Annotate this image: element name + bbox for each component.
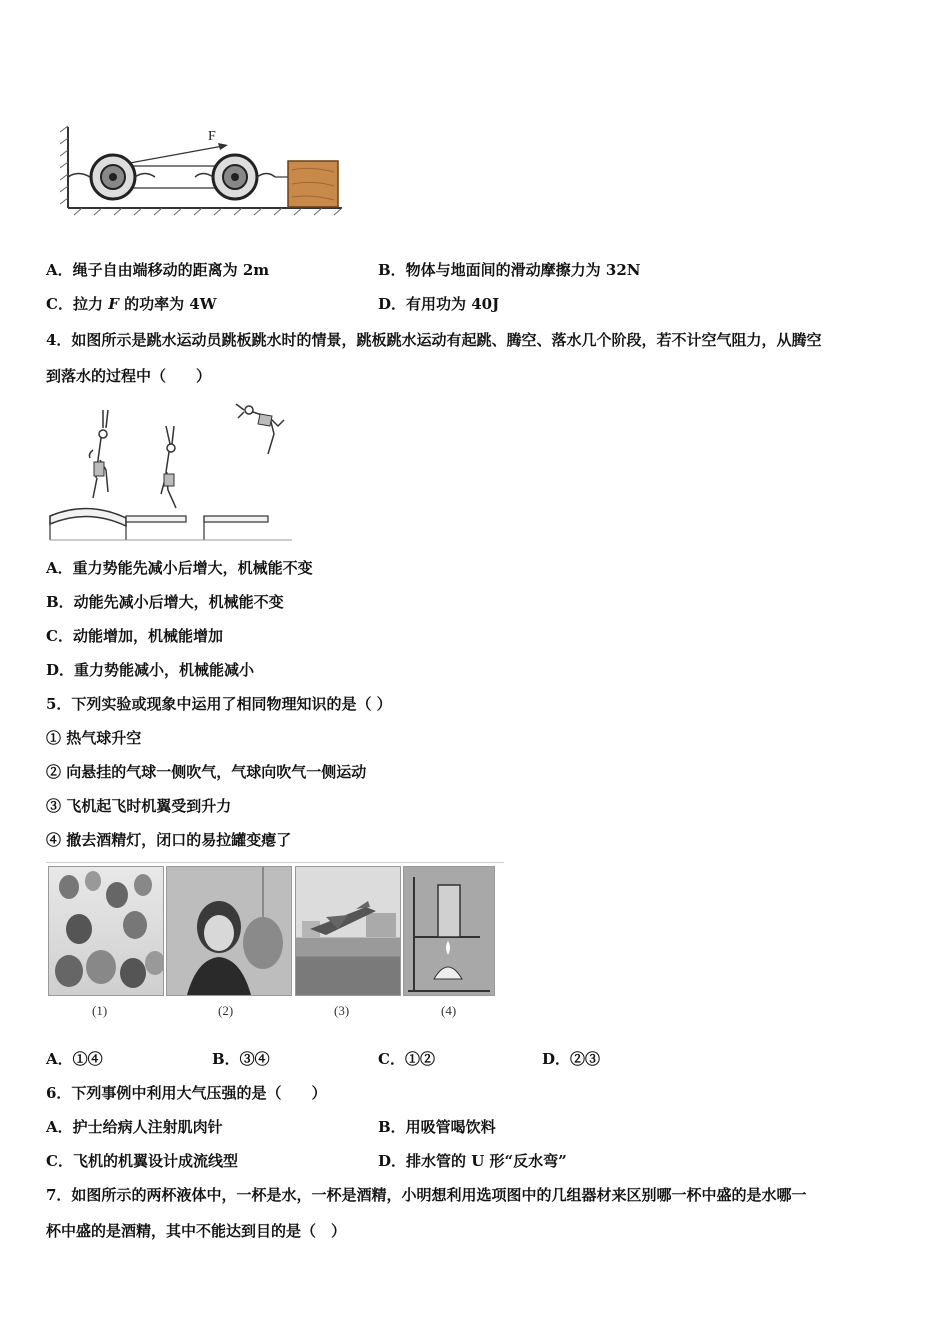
balloons-image (49, 867, 163, 995)
q6-option-a[interactable]: A．护士给病人注射肌肉针 (46, 1118, 223, 1136)
q4-stem-line1: 4．如图所示是跳水运动员跳板跳水时的情景，跳板跳水运动有起跳、腾空、落水几个阶段，若不计空气阻力，从腾空 (46, 331, 822, 349)
q5-photo-airplane (295, 866, 401, 996)
q5-stem: 5．下列实验或现象中运用了相同物理知识的是（ ） (46, 695, 392, 713)
q5-photo-balloon-blow (166, 866, 292, 996)
q5-item-1: ① 热气球升空 (46, 729, 142, 747)
q5-item-2: ② 向悬挂的气球一侧吹气，气球向吹气一侧运动 (46, 763, 367, 781)
q4-stem-line2: 到落水的过程中（ ） (46, 367, 212, 385)
q5-caption-1: (1) (92, 1003, 108, 1018)
q4-option-a[interactable]: A．重力势能先减小后增大，机械能不变 (46, 559, 313, 577)
q4-option-d[interactable]: D．重力势能减小，机械能减小 (46, 661, 255, 679)
q7-stem-line1: 7．如图所示的两杯液体中，一杯是水，一杯是酒精，小明想利用选项图中的几组器材来区别哪一杯中盛的是水哪一 (46, 1186, 807, 1204)
q5-caption-4: (4) (441, 1003, 457, 1018)
q7-stem-line2: 杯中盛的是酒精，其中不能达到目的是（ ） (46, 1222, 347, 1240)
q5-item-4: ④ 撤去酒精灯，闭口的易拉罐变瘪了 (46, 831, 292, 849)
q4-option-b[interactable]: B．动能先减小后增大，机械能不变 (46, 593, 284, 611)
q4-option-c[interactable]: C．动能增加，机械能增加 (46, 627, 223, 645)
q6-option-c[interactable]: C．飞机的机翼设计成流线型 (46, 1152, 238, 1170)
balloon-blow-image (167, 867, 291, 995)
q5-option-d[interactable]: D．②③ (542, 1050, 601, 1068)
force-label: F (208, 129, 216, 144)
q3-option-c-var: F (108, 295, 119, 313)
q3-option-c-suffix: 的功率为 4W (124, 295, 217, 313)
can-image (404, 867, 494, 995)
pulley-diagram (60, 122, 350, 217)
q5-option-b[interactable]: B．③④ (212, 1050, 270, 1068)
q3-option-c[interactable] (46, 294, 217, 314)
q5-photo-balloons (48, 866, 164, 996)
q6-stem: 6．下列事例中利用大气压强的是（ ） (46, 1084, 327, 1102)
q5-caption-3: (3) (334, 1003, 350, 1018)
q5-caption-2: (2) (218, 1003, 234, 1018)
q3-option-d[interactable]: D．有用功为 40J (378, 295, 500, 313)
q5-option-a[interactable]: A．①④ (46, 1050, 103, 1068)
q3-option-c-prefix: C．拉力 (46, 295, 103, 313)
q6-option-b[interactable]: B．用吸管喝饮料 (378, 1118, 496, 1136)
airplane-image (296, 867, 400, 995)
q6-option-d[interactable]: D．排水管的 U 形“反水弯” (378, 1152, 567, 1170)
q3-option-a[interactable]: A．绳子自由端移动的距离为 2m (46, 261, 270, 279)
q5-figure-rule (46, 862, 504, 863)
q5-item-3: ③ 飞机起飞时机翼受到升力 (46, 797, 232, 815)
q5-option-c[interactable]: C．①② (378, 1050, 435, 1068)
q3-option-b[interactable]: B．物体与地面间的滑动摩擦力为 32N (378, 261, 641, 279)
diver-diagram (48, 398, 294, 543)
q5-photo-can (403, 866, 495, 996)
